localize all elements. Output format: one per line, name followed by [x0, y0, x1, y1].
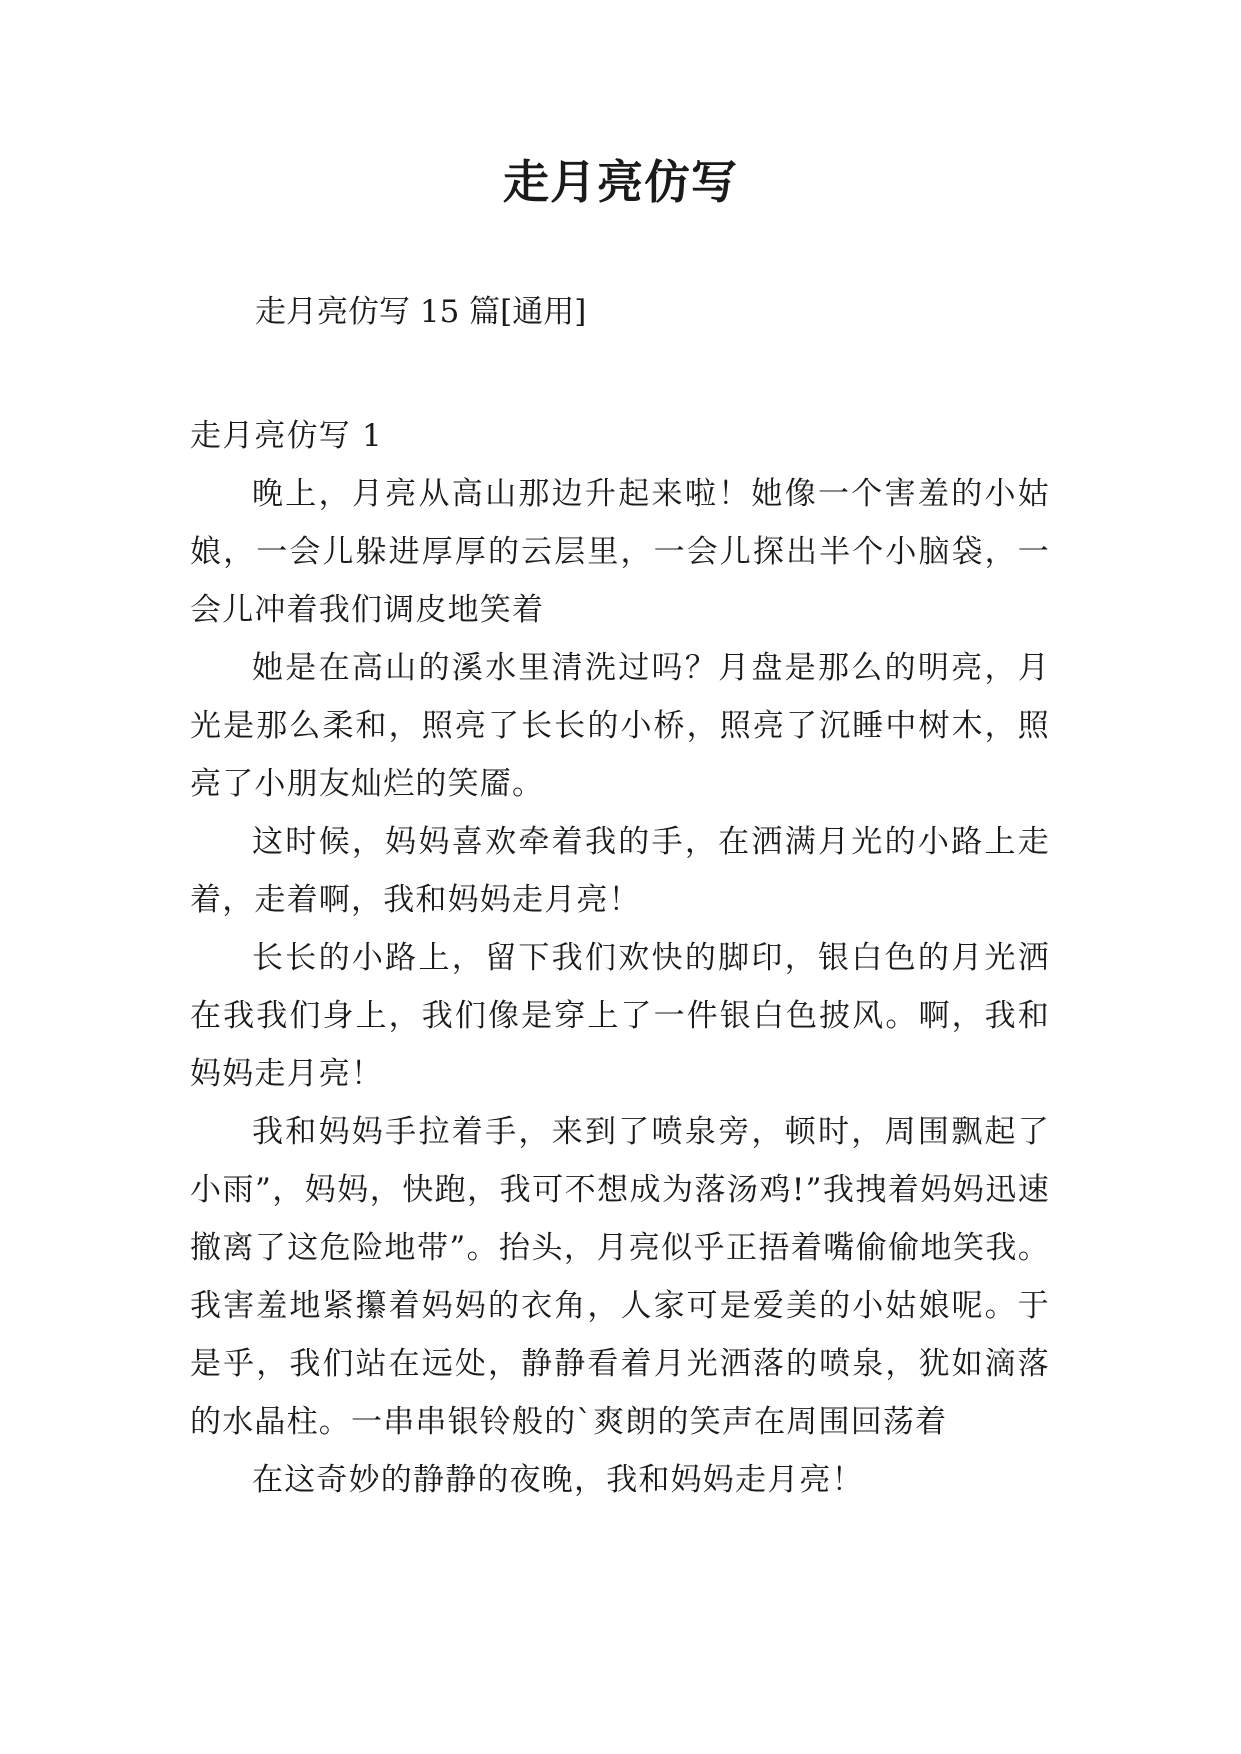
document-body [190, 407, 1050, 1509]
document-title: 走月亮仿写 [503, 155, 738, 209]
paragraph: 她是在高山的溪水里清洗过吗？月盘是那么的明亮，月光是那么柔和，照亮了长长的小桥，照亮了沉睡中树木，照亮了小朋友灿烂的笑靥。 [190, 650, 1050, 802]
paragraph: 在这奇妙的静静的夜晚，我和妈妈走月亮！ [252, 1462, 864, 1498]
paragraph: 我和妈妈手拉着手，来到了喷泉旁，顿时，周围飘起了小雨”，妈妈，快跑，我可不想成为落汤鸡!”我拽着妈妈迅速撤离了这危险地带”。抬头，月亮似乎正捂着嘴偷偷地笑我。我害羞地紧攥着妈妈的衣角，人家可是爱美的小姑娘呢。于是乎，我们站在远处，静静看着月光洒落的喷泉，犹如滴落的水晶柱。一串串银铃般的`爽朗的笑声在周围回荡着 [190, 1114, 1050, 1440]
paragraph: 晚上，月亮从高山那边升起来啦！她像一个害羞的小姑娘，一会儿躲进厚厚的云层里，一会儿探出半个小脑袋，一会儿冲着我们调皮地笑着 [190, 476, 1050, 628]
paragraph: 这时候，妈妈喜欢牵着我的手，在洒满月光的小路上走着，走着啊，我和妈妈走月亮！ [190, 824, 1050, 918]
section-heading: 走月亮仿写 1 [190, 418, 383, 454]
paragraph: 长长的小路上，留下我们欢快的脚印，银白色的月光洒在我我们身上，我们像是穿上了一件银白色披风。啊，我和妈妈走月亮！ [190, 940, 1050, 1092]
document-subtitle: 走月亮仿写 15 篇[通用] [255, 294, 587, 330]
